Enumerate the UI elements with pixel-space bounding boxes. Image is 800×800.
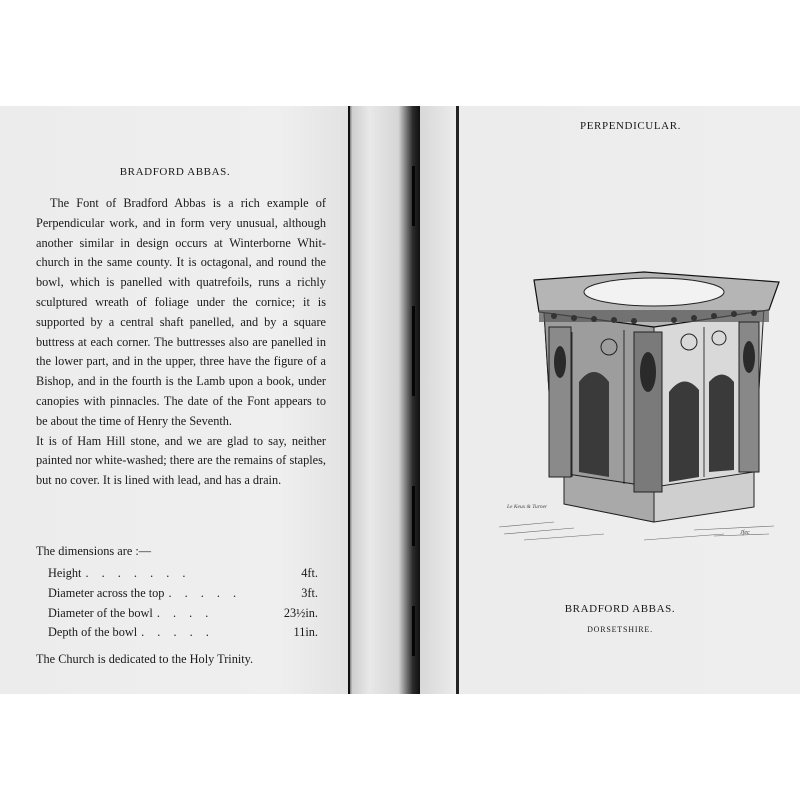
dimensions-table — [48, 564, 318, 643]
leader-dots: . . . . . . . — [85, 566, 191, 580]
dimension-label: Diameter of the bowl — [48, 605, 153, 620]
book-gutter — [348, 106, 420, 694]
dedication-line: The Church is dedicated to the Holy Trinity. — [36, 652, 254, 666]
dimension-row — [48, 604, 318, 624]
binding-thread — [412, 486, 415, 546]
right-page-edge — [456, 106, 459, 694]
leader-dots: . . . . . — [141, 625, 214, 640]
binding-thread — [412, 306, 415, 396]
paragraph-description: The Font of Bradford Abbas is a rich example of Perpendicular work, and in form very unusual, although another similar in design occurs at Winterborne Whit-church in the same county. It is octagonal, and round the bowl, which is panelled with quatrefoils, runs a richly sculptured wreath of foliage under the cornice; it is supported by a central shaft panelled, and by a square buttress at each corner. The buttresses also are panelled in the lower part, and in the upper, three have the figure of a Bishop, and in the fourth is the Lamb upon a book, under canopies with pinnacles. The date of the Font appears to be about the time of Henry the Seventh. — [36, 196, 326, 428]
engraver-credit: Le Keux & Turner — [507, 504, 548, 510]
dimension-value: 4ft. — [301, 566, 318, 580]
font-engraving — [494, 262, 784, 562]
dimensions-intro: The dimensions are :— — [36, 544, 152, 558]
binding-thread — [412, 166, 415, 226]
plate-caption: BRADFORD ABBAS. — [564, 603, 676, 615]
engraver-mark: Jfec — [740, 530, 750, 536]
plate-subcaption: DORSETSHIRE. — [587, 625, 653, 634]
leader-dots: . . . . . — [168, 585, 242, 600]
leader-dots: . . . . — [156, 605, 214, 620]
binding-thread — [412, 606, 415, 656]
paragraph-material: It is of Ham Hill stone, and we are glad to say, neither painted nor white-washed; there are the remains of staples, but no cover. It is lined with lead, and has a drain. — [36, 433, 326, 488]
dimension-row — [48, 584, 318, 604]
left-running-head: BRADFORD ABBAS. — [119, 166, 231, 178]
dimension-row — [48, 564, 318, 584]
dimension-label: Height — [48, 566, 82, 580]
dimension-value: 11in. — [293, 625, 318, 640]
right-running-head: PERPENDICULAR. — [580, 120, 681, 132]
dimension-label: Diameter across the top — [48, 585, 165, 600]
page-edge-line — [348, 106, 350, 694]
dimension-label: Depth of the bowl — [48, 625, 138, 640]
body-text — [36, 194, 326, 491]
dimension-row — [48, 623, 318, 643]
dimension-value: 23½in. — [283, 605, 318, 620]
dimension-value: 3ft. — [301, 585, 318, 600]
